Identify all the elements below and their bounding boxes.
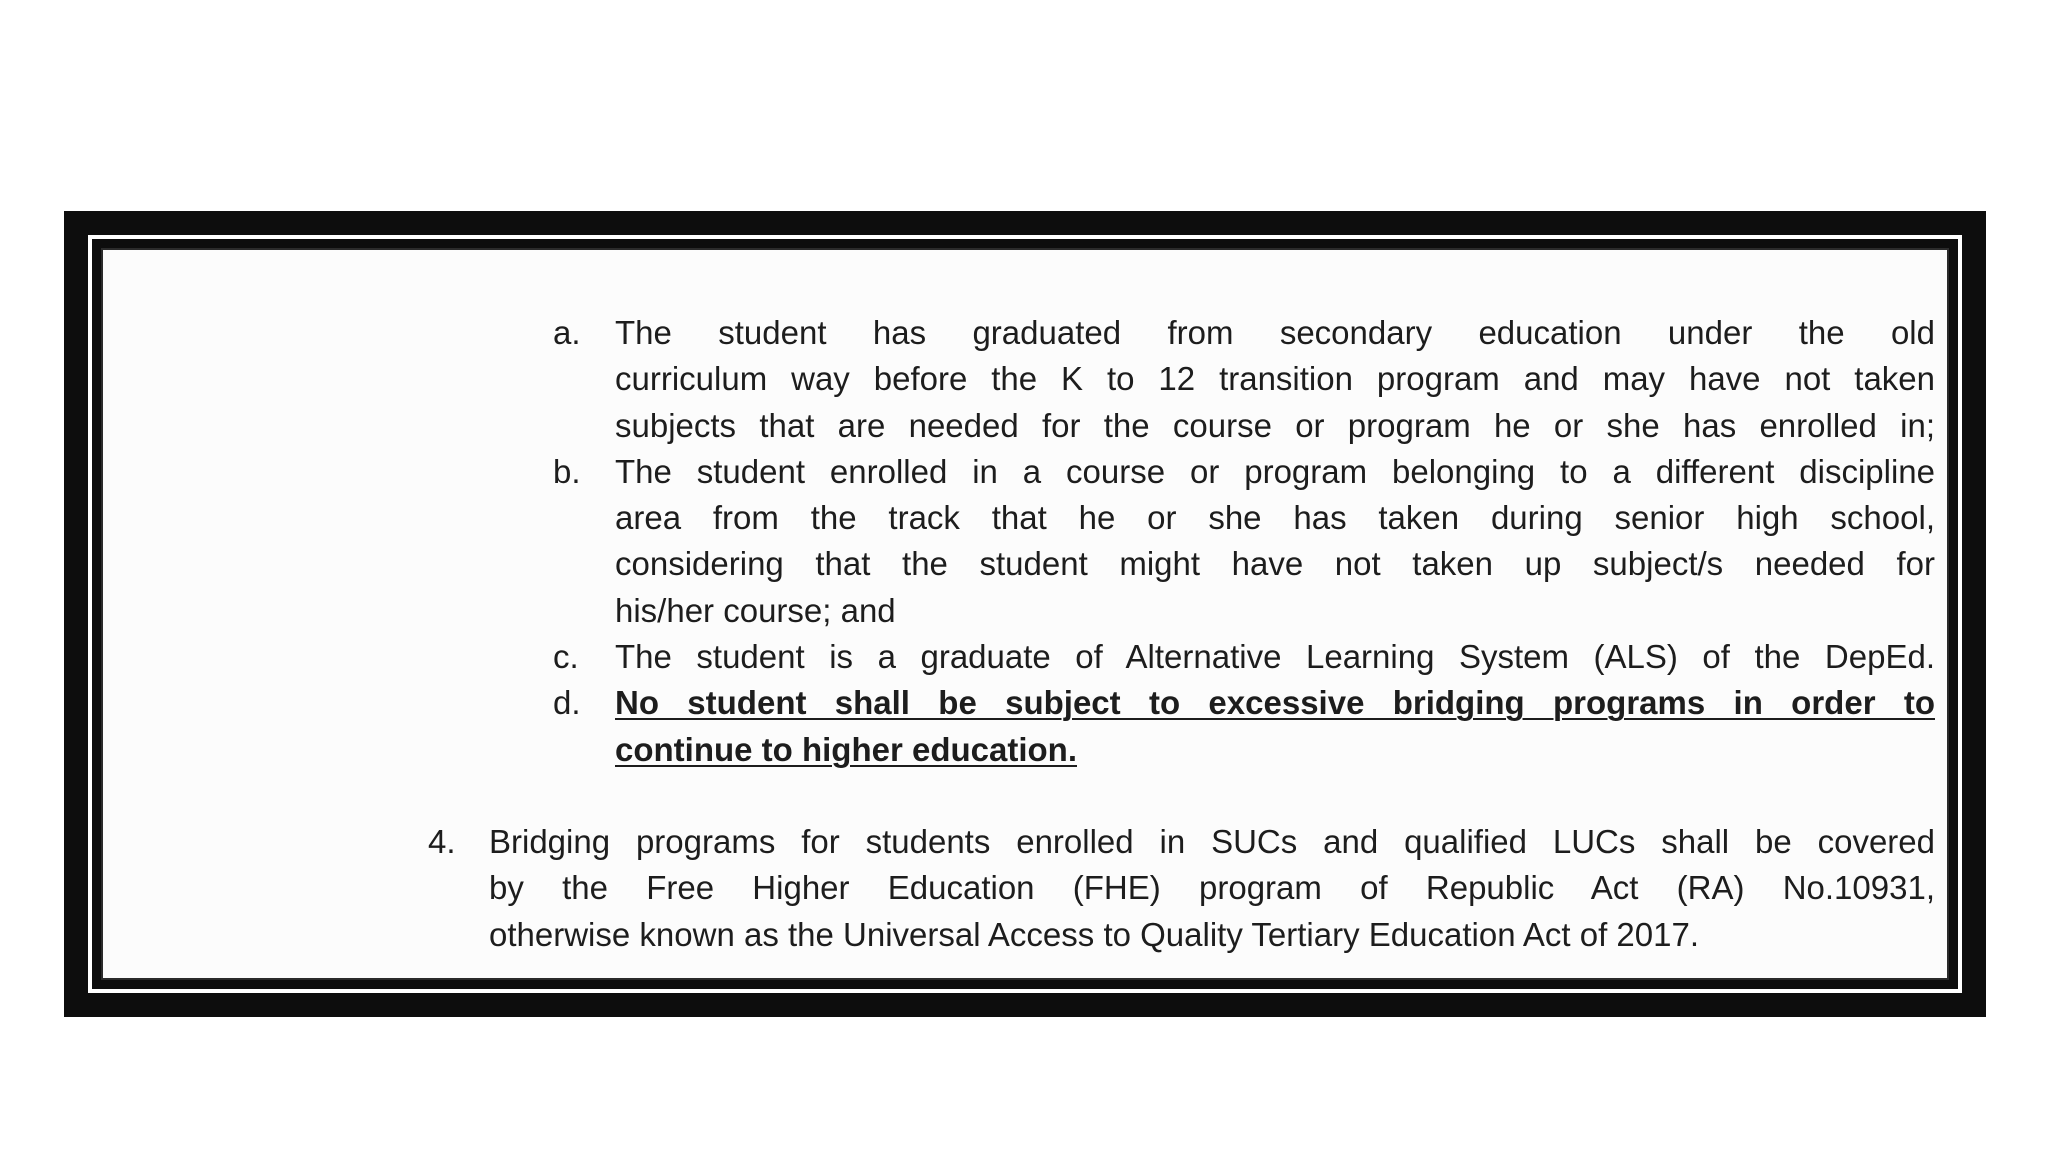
text-line: The student is a graduate of Alternative Learning System (ALS) of the DepEd.	[615, 638, 1935, 676]
list-item-text	[489, 819, 1935, 958]
list-item-a	[553, 310, 1935, 449]
list-item-b	[553, 449, 1935, 634]
text-line: subjects that are needed for the course or program he or she has enrolled in;	[615, 406, 1935, 444]
text-line: continue to higher education.	[615, 730, 1077, 768]
text-line: area from the track that he or she has taken during senior high school,	[615, 499, 1935, 537]
text-line: curriculum way before the K to 12 transition program and may have not taken	[615, 360, 1935, 398]
document-excerpt	[101, 248, 1949, 980]
text-line: his/her course; and	[615, 591, 896, 629]
text-line: The student has graduated from secondary education under the old	[615, 314, 1935, 351]
list-item-text	[615, 449, 1935, 634]
list-marker: 4.	[428, 823, 456, 860]
text-line: No student shall be subject to excessive bridging programs in order to	[615, 684, 1935, 722]
sub-item-list	[553, 310, 1935, 773]
text-line: otherwise known as the Universal Access to Quality Tertiary Education Act of 2017.	[489, 915, 1700, 953]
list-item-text-emphasized	[615, 680, 1935, 773]
list-item-text	[615, 634, 1935, 680]
list-item-c	[553, 634, 1935, 680]
text-line: considering that the student might have not taken up subject/s needed for	[615, 545, 1935, 583]
text-line: by the Free Higher Education (FHE) program of Republic Act (RA) No.10931,	[489, 869, 1935, 907]
list-marker: a.	[553, 314, 581, 351]
list-marker: c.	[553, 638, 579, 676]
list-item-text	[615, 310, 1935, 449]
text-line: Bridging programs for students enrolled in SUCs and qualified LUCs shall be covered	[489, 823, 1935, 860]
list-marker: b.	[553, 452, 581, 490]
black-frame	[64, 211, 1986, 1017]
text-line: The student enrolled in a course or program belonging to a different discipline	[615, 452, 1935, 490]
numbered-item-4	[428, 819, 1935, 958]
list-item-d	[553, 680, 1935, 773]
list-marker: d.	[553, 684, 581, 722]
